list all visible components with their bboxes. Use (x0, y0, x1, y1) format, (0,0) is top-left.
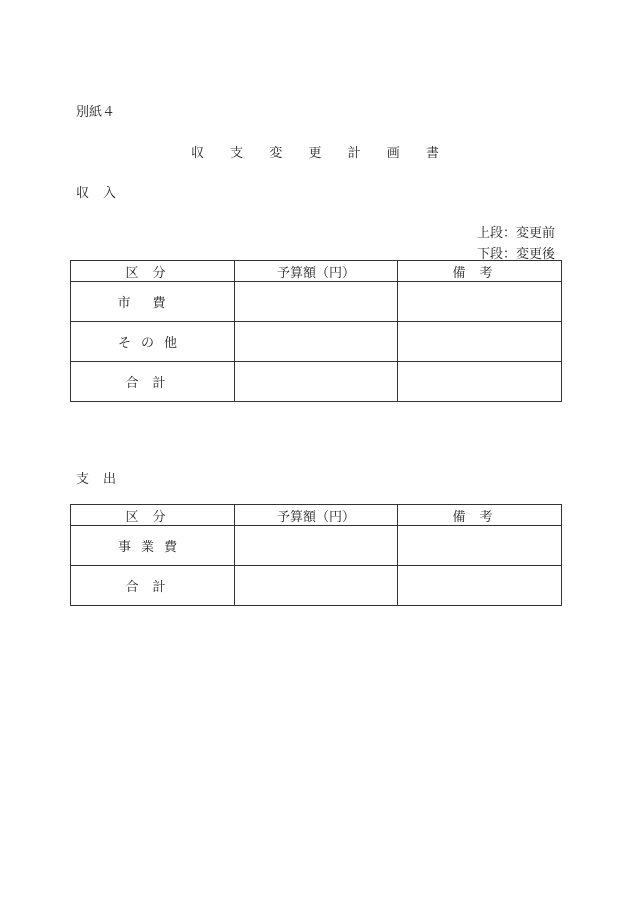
row-note-cell[interactable] (398, 566, 562, 606)
header-remarks: 備考 (398, 261, 562, 282)
row-category: 事業費 (71, 526, 235, 566)
title-char: 変 (269, 146, 283, 161)
table-row (71, 566, 562, 606)
row-amount-cell[interactable] (235, 322, 398, 362)
title-char: 書 (425, 146, 439, 161)
table-row (71, 322, 562, 362)
header-budget-amount: 予算額（円） (235, 261, 398, 282)
header-budget-amount: 予算額（円） (235, 505, 398, 526)
table-header-row (71, 261, 562, 282)
row-note-cell[interactable] (398, 362, 562, 402)
row-category: 市費 (71, 282, 235, 322)
row-amount-cell[interactable] (235, 566, 398, 606)
expense-table (70, 504, 562, 606)
header-remarks: 備考 (398, 505, 562, 526)
row-category: その他 (71, 322, 235, 362)
document-title (0, 142, 630, 161)
row-amount-cell[interactable] (235, 282, 398, 322)
table-row (71, 362, 562, 402)
table-row (71, 526, 562, 566)
row-category: 合計 (71, 566, 235, 606)
table-header-row (71, 505, 562, 526)
title-char: 支 (230, 146, 244, 161)
title-char: 更 (308, 146, 322, 161)
attachment-label: 別紙４ (76, 105, 116, 120)
title-char: 収 (191, 146, 205, 161)
legend-after-change: 下段：変更後 (476, 247, 555, 262)
expense-heading: 支出 (76, 472, 131, 487)
row-note-cell[interactable] (398, 526, 562, 566)
title-char: 計 (347, 146, 361, 161)
row-category: 合計 (71, 362, 235, 402)
row-amount-cell[interactable] (235, 526, 398, 566)
row-note-cell[interactable] (398, 322, 562, 362)
title-char: 画 (386, 146, 400, 161)
header-category: 区分 (71, 261, 235, 282)
income-table (70, 260, 562, 402)
legend-before-change: 上段：変更前 (476, 226, 555, 241)
income-heading: 収入 (76, 186, 131, 201)
row-amount-cell[interactable] (235, 362, 398, 402)
table-row (71, 282, 562, 322)
row-note-cell[interactable] (398, 282, 562, 322)
header-category: 区分 (71, 505, 235, 526)
